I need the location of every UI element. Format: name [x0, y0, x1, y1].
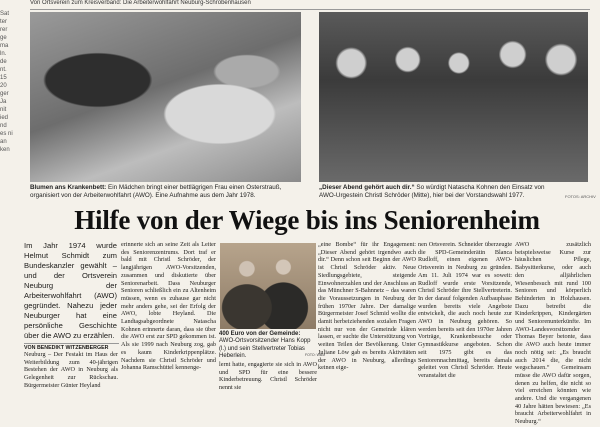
- photo-awo-board: [220, 243, 316, 329]
- left-margin-text: Sat ter rer ge ma ln. de nt. 15 20 ger Ja nit ied nd es ni an ken: [0, 11, 13, 153]
- photo2-caption: [319, 184, 559, 200]
- photo-group-1977: [319, 12, 588, 182]
- photo3-caption-text: AWO-Ortsvorsitzender Hans Kopp (l.) und sein Stellvertreter Tobias Heberlein.: [219, 338, 311, 360]
- headline: Hilfe von der Wiege bis ins Seniorenheim: [74, 205, 540, 235]
- article-column-1: Neuburg – Der Festakt im Haus der Weiterbildung zum 40-jährigen Bestehen der AWO in Neuburg als Gelegenheit zur Rückschau. Bürgermeister Günter Heyland: [24, 351, 118, 389]
- photo2-caption-text: So würdigt Natascha Kohnen den Einsatz von AWO-Urgestein Christl Schröder (Mitte), hier bei der Vorstandswahl 1977.: [319, 184, 545, 199]
- photo3-caption-title: 400 Euro von der Gemeinde:: [219, 331, 301, 337]
- photo1-caption-title: Blumen ans Krankenbett:: [30, 184, 107, 191]
- photo1-caption-text: Ein Mädchen bringt einer bettlägrigen Frau einen Osterstrauß, organisiert von der Arbeiterwohlfahrt (AWO). Eine Aufnahme aus dem Jahr 1978.: [30, 184, 282, 199]
- photo3-caption: [219, 331, 317, 361]
- article-column-6: AWO zusätzlich beispielsweise Kurse zur häuslichen Pflege, Babysitterkurse, oder auch den alljährlichen Wiesenbesuch mit rund 100 Senioren und körperlich Behinderten in Holzhausen. Dazu betreibt die Kinderkrippen, Kindergärten und Seniorenunterkünfte. Im AWO-Landesvorsitzender Thomas Beyer betonte, dass die AWO auch heute immer noch nötig sei: „Es braucht auch 2014 die, die nicht wegschauen.“ Gemeinsam müsse die AWO dafür sorgen, denen zu helfen, die nicht so viel erreichen könnten wie andere. Und die vergangenen 40 Jahre hätten bewiesen: „Es braucht Arbeiterwohlfahrt in Neuburg.“: [515, 241, 591, 426]
- photo2-credit: FOTOS: ARCHIV: [565, 194, 596, 199]
- photo-sickbed: [30, 12, 301, 182]
- byline: VON BENEDIKT WITZENBERGER: [24, 343, 119, 351]
- article-column-4: „eine Bombe“ für ihr Engagement: „Dieser Abend gehört irgendwo auch dir.“ Denn schon seit Beginn der AWO ist Christl Schröder aktiv. Neue Siedlungsgebiete, steigende Einwohnerzahlen und der Anschluss an das Münchner S-Bahnnetz – das waren die Voraussetzungen in Neuburg der frühen 1970er Jahre. Der damalige Bürgermeister Josef Schmid wollte die damit herbeiziehenden sozialen Fragen nicht nur von der Gemeinde klären lassen, er suchte die Unterstützung von weiten Teilen der Bevölkerung. Unter Juliane Löw gab es bereits Aktivitäten der AWO in Neuburg, allerdings keinen eige-: [318, 241, 416, 372]
- intro-text: Im Jahr 1974 wurde Helmut Schmidt zum Bundeskanzler gewählt – und der Ortsverein Neuburg der Arbeiterwohlfahrt (AWO) gegründet. Nahezu jeder Neuburger hat eine persönliche Geschichte über die AWO zu erzählen.: [24, 241, 117, 340]
- article-column-5: nen Ortsverein. Schneider überzeugte die SPD-Gemeinderätin Blanca Rudloff, einen eigenen AWO-Ortsverein in Neuburg zu gründen. Am 11. Juli 1974 war es soweit: Rudloff wurde erste Vorsitzende, Christl Schröder ihre Stellvertreterin. In der darauf folgenden Aufbauphase wurden bereits viele Angebote entwickelt, die auch noch heute zur AWO in Neuburg gehören. So werden bereits seit den 1970er Jahren Vorträge, Krankenbesuche oder Gymnastikkurse angeboten. Schon seit 1975 gibt es das Seniorennachmittag, bereits damals geleitet von Christl Schröder. Heute veranstaltet die: [418, 241, 512, 379]
- photo3-credit: FOTO: WBM: [305, 353, 326, 357]
- article-column-2: erinnerte sich an seine Zeit als Leiter des Seniorenzentrums. Dort traf er bald mit Christl Schröder, der langjährigen AWO-Vorsitzenden, zusammen und diskutierte über Seniorenarbeit. Dass Neuburger Senioren schließlich ein zu Altenheim müssen, wenn es zuhause gar nicht mehr anders gehe, sei der Erfolg der AWO, lobte Heyland. Die Landtagsabgeordnete Natascha Kohnen erinnerte daran, dass sie über die AWO erst zur SPD gekommen ist. Als sie 1999 nach Neuburg zog, gab es kaum Kinderkrippenplätze. Nachdem sie Christl Schröder und Johanna Ramschüttel kennenge-: [121, 241, 216, 372]
- article-column-3: lernt hatte, engagierte sie sich in AWO und SPD für eine bessere Kinderbetreuung. Christl Schröder nennt sie: [219, 361, 317, 392]
- masthead-strip: Von Ortsverein zum Kreisverband: Die Arbeiterwohlfahrt Neuburg-Schrobenhausen: [30, 0, 590, 10]
- photo1-caption: [30, 184, 302, 200]
- photo2-caption-title: „Dieser Abend gehört auch dir.“: [319, 184, 415, 191]
